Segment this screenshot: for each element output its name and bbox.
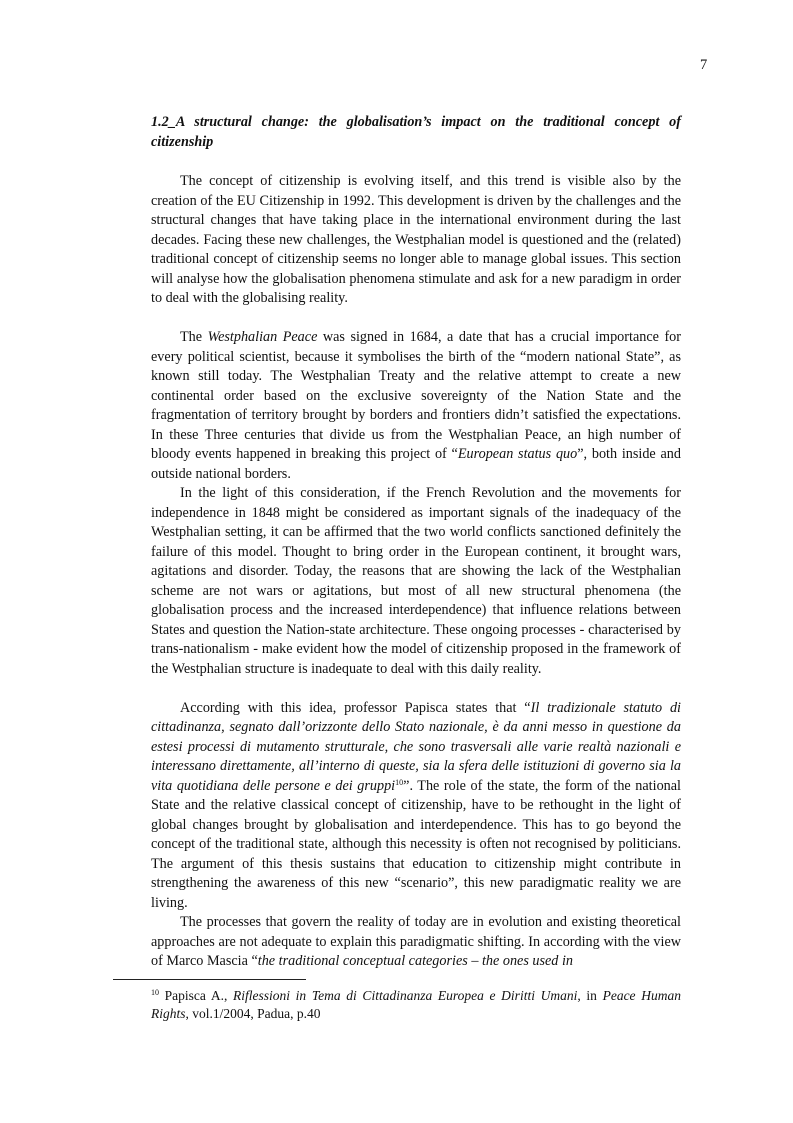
section-heading: 1.2_A structural change: the globalisation’s impact on the traditional concept of citizenship [151,114,681,150]
text-run: The [180,329,208,345]
footnote [151,987,681,1023]
italic-quote: Il tradizionale statuto di cittadinanza, segnato dall’orizzonte dello Stato nazionale, è da anni messo in questione da estesi processi di mutamento strutturale, che sono trasversali alle varie realtà nazionali e interessano direttamente, all’interno di queste, sia la sfera delle istituzioni di governo sia la vita quotidiana delle persone e dei gruppi [151,699,681,794]
italic-run: Peace Human Rights [151,988,681,1021]
text-run: , in [577,988,603,1003]
text-run: Papisca A., [159,988,233,1003]
text-run: ”, both inside and outside national borders. [151,446,681,482]
text-run: , vol.1/2004, Padua, p.40 [185,1006,321,1021]
italic-run: Westphalian Peace [207,329,318,345]
italic-run: European status quo [457,446,578,462]
footnote-ref: 10 [395,777,404,787]
paragraph-4 [151,699,681,914]
paragraph-1: The concept of citizenship is evolving itself, and this trend is visible also by the creation of the EU Citizenship in 1992. This development is driven by the challenges and the structural changes that have taking place in the international environment during the last decades. Facing these new challenges, the Westphalian model is questioned and the (related) traditional concept of citizenship seems no longer able to manage global issues. This section will analyse how the globalisation phenomena stimulate and ask for a new paradigm in order to deal with the globalising reality. [151,173,681,306]
main-text [151,113,681,972]
italic-quote: the traditional conceptual categories – the ones used in [257,953,573,969]
page-number: 7 [700,57,708,73]
text-run: The processes that govern the reality of today are in evolution and existing theoretical approaches are not adequate to explain this paradigmatic shifting. In according with the view of Marco Mascia “ [151,914,681,969]
italic-run: Riflessioni in Tema di Cittadinanza Europea e Diritti Umani [233,988,578,1003]
footnote-divider [113,979,306,980]
paragraph-5 [151,913,681,972]
paragraph-2 [151,328,681,484]
text-run: According with this idea, professor Papisca states that “ [180,699,531,716]
text-run: ”. The role of the state, the form of the national State and the relative classical concept of citizenship, have to be rethought in the light of global changes brought by globalisation and interdependence. This has to go beyond the concept of the traditional state, although this necessity is often not recognised by politicians. The argument of this thesis sustains that education to citizenship might contribute in strengthening the awareness of this new “scenario”, this new paradigmatic reality we are living. [151,777,681,911]
text-run: was signed in 1684, a date that has a crucial importance for every political scientist, because it symbolises the birth of the “modern national State”, as known still today. The Westphalian Treaty and the relative attempt to create a new continental order based on the exclusive sovereignty of the Nation State and the fragmentation of territory brought by borders and frontiers didn’t satisfied the expectations. In these Three centuries that divide us from the Westphalian Peace, an high number of bloody events happened in breaking this project of “ [151,329,681,462]
paragraph-3: In the light of this consideration, if the French Revolution and the movements for independence in 1848 might be considered as important signals of the inadequacy of the Westphalian setting, it can be affirmed that the two world conflicts sanctioned definitely the failure of this model. Thought to bring order in the European continent, it brought wars, agitations and disorder. Today, the reasons that are showing the lack of the Westphalian scheme are not wars or agitations, but most of all new structural phenomena (the globalisation process and the increased interdependence) that influence relations between States and question the Nation-state architecture. These ongoing processes - characterised by trans-nationalism - make evident how the model of citizenship proposed in the framework of the Westphalian structure is inadequate to deal with this daily reality. [151,485,681,677]
footnote-number: 10 [151,988,159,997]
